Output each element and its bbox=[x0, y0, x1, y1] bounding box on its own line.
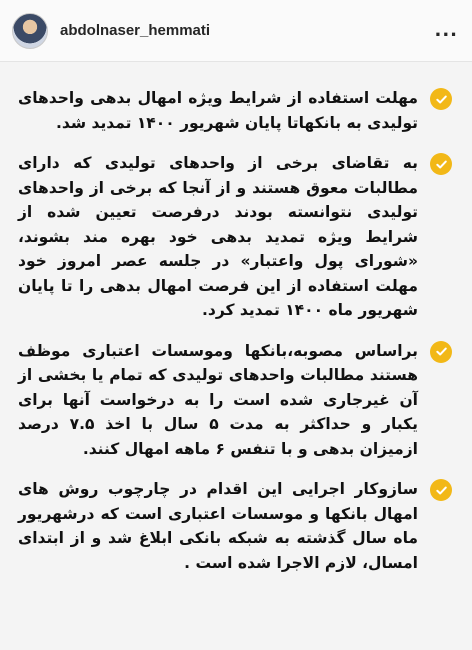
post-content bbox=[0, 62, 472, 650]
bullet-item bbox=[18, 339, 452, 462]
bullet-item bbox=[18, 151, 452, 323]
checkmark-icon bbox=[430, 341, 452, 363]
username[interactable]: abdolnaser_hemmati bbox=[60, 22, 211, 39]
post-header bbox=[0, 0, 472, 62]
more-options-icon[interactable]: ... bbox=[434, 19, 458, 41]
checkmark-icon bbox=[430, 88, 452, 110]
bullet-text: مهلت استفاده از شرایط ویژه امهال بدهی واحدهای تولیدی به بانکهاتا پایان شهریور ۱۴۰۰ تمدید شد. bbox=[18, 89, 418, 132]
bullet-text: سازوکار اجرایی این اقدام در چارچوب روش های امهال بانکها و موسسات اعتباری است که درشهریور ماه سال گذشته به شبکه بانکی ابلاغ شد و از ابتدای امسال، لازم الاجرا شده است . bbox=[18, 480, 418, 572]
checkmark-icon bbox=[430, 153, 452, 175]
checkmark-icon bbox=[430, 479, 452, 501]
bullet-item bbox=[18, 477, 452, 575]
avatar[interactable] bbox=[12, 13, 48, 49]
bullet-text: براساس مصوبه،بانکها وموسسات اعتباری موظف هستند مطالبات واحدهای تولیدی که تمام یا بخشی از آن غیرجاری شده است را به درخواست آنها برای یکبار و حداکثر به مدت ۵ سال با اخذ ۷.۵ درصد ازمیزان بدهی و با تنفس ۶ ماهه امهال کنند. bbox=[18, 341, 418, 458]
bullet-item bbox=[18, 86, 452, 135]
bullet-text: به تقاضای برخی از واحدهای تولیدی که دارای مطالبات معوق هستند و از آنجا که برخی از واحدهای تولیدی نتوانسته بودند درفرصت تعیین شده از شرایط ویژه تمدید بدهی خود بهره مند بشوند، «شورای پول واعتبار» در جلسه عصر امروز خود مهلت استفاده از این فرصت امهال بدهی را تا پایان شهریور ماه ۱۴۰۰ تمدید کرد. bbox=[18, 154, 418, 319]
